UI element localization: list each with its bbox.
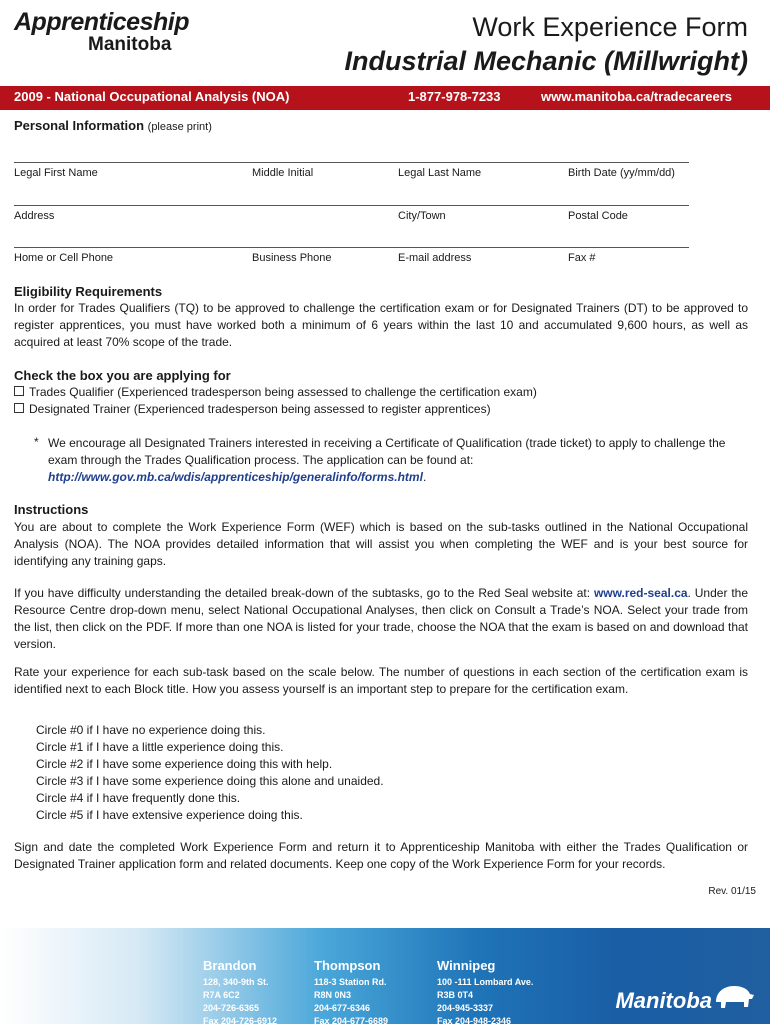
field-birth-date[interactable]: Birth Date (yy/mm/dd) [568,167,675,179]
website-link[interactable]: www.manitoba.ca/tradecareers [541,89,732,104]
office-line: R7A 6C2 [203,990,240,1000]
applying-heading: Check the box you are applying for [14,368,231,383]
office-city: Brandon [203,958,257,973]
field-postal-code[interactable]: Postal Code [568,210,628,222]
personal-info-title: Personal Information [14,118,145,133]
option-label: Designated Trainer (Experienced tradesperson being assessed to register apprentices) [29,402,491,416]
option-label: Trades Qualifier (Experienced tradesperson being assessed to challenge the certification exam) [29,385,537,399]
office-thompson [314,958,388,1024]
manitoba-logo: Manitoba [615,988,712,1013]
instructions-heading: Instructions [14,502,89,517]
office-line: R8N 0N3 [314,990,352,1000]
office-line: Fax 204-677-6689 [314,1016,389,1024]
info-bar [0,86,770,110]
field-home-phone[interactable]: Home or Cell Phone [14,252,114,264]
noa-label: 2009 - National Occupational Analysis (NOA) [14,89,290,104]
dt-note-text: We encourage all Designated Trainers interested in receiving a Certificate of Qualification (trade ticket) to apply to challenge the exam through the Trades Qualification process. The application can be found at: [48,436,726,467]
note-asterisk: * [34,435,39,449]
office-line: R3B 0T4 [437,990,474,1000]
p2-end: . Under the Resource Centre drop-down menu, select National Occupational Analyses, then click on Consult a Trade’s NOA. Select your trade from the list, then click on the PDF. If more than one NOA is listed for your trade, choose the NOA that the exam is based on and download that version. [14,586,749,651]
footer-banner [0,928,770,1024]
p2-start: If you have difficulty understanding the detailed break-down of the subtasks, go to the Red Seal website at: [14,586,594,600]
field-legal-last-name[interactable]: Legal Last Name [398,167,482,179]
field-business-phone[interactable]: Business Phone [252,252,332,264]
logo-manitoba: Manitoba [88,34,172,55]
instructions-p3: Rate your experience for each sub-task based on the scale below. The number of questions in each section of the certification exam is identified next to each Block title. How you assess yourself is an important step to prepare for the certification exam. [14,665,748,696]
instructions-p1: You are about to complete the Work Experience Form (WEF) which is based on the sub-tasks outlined in the National Occupational Analysis (NOA). The NOA provides detailed information that will assist you when completing the WEF and is your best source for identifying any training gaps. [14,520,748,568]
office-city: Winnipeg [437,958,496,973]
option-designated-trainer[interactable] [14,402,491,416]
scale-item-2: Circle #2 if I have some experience doing this with help. [36,757,333,771]
office-line: 100 -111 Lombard Ave. [437,977,534,987]
office-line: 118-3 Station Rd. [314,977,387,987]
revision-label: Rev. 01/15 [708,886,756,897]
forms-link[interactable]: http://www.gov.mb.ca/wdis/apprenticeship/generalinfo/forms.html [48,470,423,484]
office-line: 204-945-3337 [437,1003,494,1013]
phone-number: 1-877-978-7233 [408,89,501,104]
page-subtitle: Industrial Mechanic (Millwright) [344,46,748,76]
field-rule-row2 [14,205,689,206]
page-title: Work Experience Form [472,12,748,42]
dt-note-end: . [422,470,427,484]
field-rule-row1 [14,162,689,163]
personal-info-note: (please print) [147,121,212,133]
field-middle-initial[interactable]: Middle Initial [252,167,314,179]
scale-item-4: Circle #4 if I have frequently done this. [36,791,241,805]
scale-item-5: Circle #5 if I have extensive experience doing this. [36,808,303,822]
eligibility-text: In order for Trades Qualifiers (TQ) to be approved to challenge the certification exam or for Designated Trainers (DT) to be approved to register apprentices, you must have worked both a minimum of 6 years within the last 10 and accumulated 9,600 hours, as well as acquired at least 70% scope of the trade. [14,301,748,349]
option-trades-qualifier[interactable] [14,385,537,399]
scale-item-0: Circle #0 if I have no experience doing this. [36,723,266,737]
field-fax[interactable]: Fax # [568,252,596,264]
office-line: 204-726-6365 [203,1003,260,1013]
checkbox-icon[interactable] [14,386,24,396]
eligibility-heading: Eligibility Requirements [14,284,163,299]
office-city: Thompson [314,958,381,973]
office-line: Fax 204-948-2346 [437,1016,512,1024]
field-rule-row3 [14,247,689,248]
logo-apprenticeship: Apprenticeship [14,8,189,36]
scale-item-1: Circle #1 if I have a little experience doing this. [36,740,284,754]
checkbox-icon[interactable] [14,403,24,413]
field-address[interactable]: Address [14,210,55,222]
office-winnipeg [437,958,533,1024]
dt-note [48,435,748,486]
scale-item-3: Circle #3 if I have some experience doing this alone and unaided. [36,774,384,788]
field-legal-first-name[interactable]: Legal First Name [14,167,98,179]
red-seal-link[interactable]: www.red-seal.ca [593,586,688,600]
office-line: Fax 204-726-6912 [203,1016,278,1024]
rating-scale [36,722,384,824]
instructions-p2 [14,585,748,653]
field-city-town[interactable]: City/Town [398,210,446,222]
office-brandon [203,958,277,1024]
office-line: 204-677-6346 [314,1003,371,1013]
field-email[interactable]: E-mail address [398,252,472,264]
bison-icon [712,980,756,1014]
office-line: 128, 340-9th St. [203,977,269,987]
instructions-p4: Sign and date the completed Work Experience Form and return it to Apprenticeship Manitoba with either the Trades Qualification or Designated Trainer application form and related documents. Keep one copy of the Work Experience Form for your records. [14,840,748,871]
personal-info-heading [14,118,212,133]
